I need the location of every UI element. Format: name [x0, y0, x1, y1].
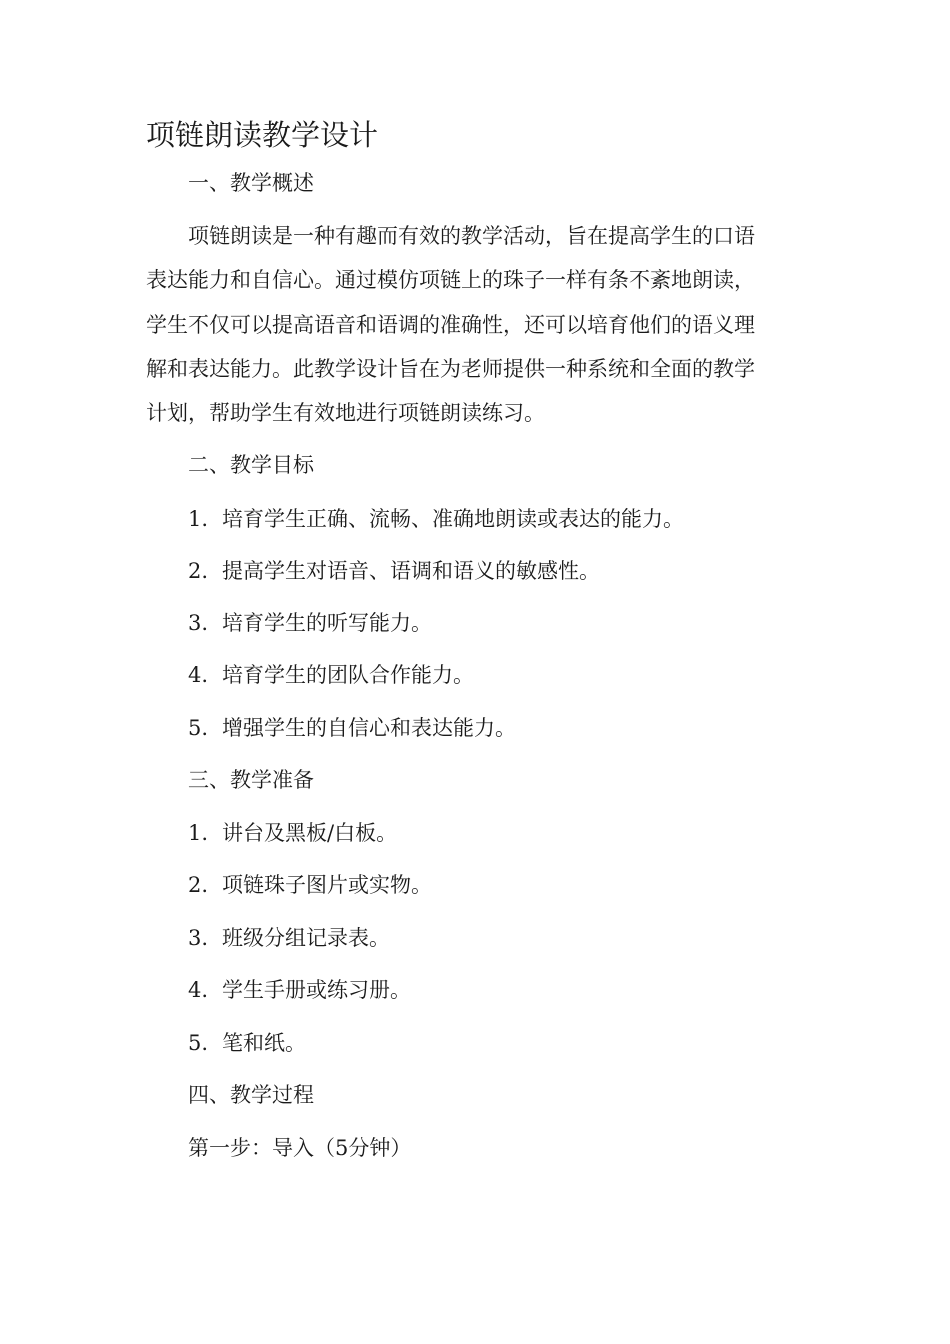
list-item — [188, 975, 411, 1005]
step-heading: 第一步：导入（5分钟） — [188, 1136, 412, 1160]
list-item-number: 2. — [188, 873, 209, 897]
list-item-text: 讲台及黑板/白板。 — [222, 821, 398, 845]
list-item-text: 培育学生的团队合作能力。 — [222, 663, 474, 687]
section-heading-objectives: 二、教学目标 — [188, 453, 314, 477]
list-item — [188, 923, 390, 953]
paragraph-line: 解和表达能力。此教学设计旨在为老师提供一种系统和全面的教学 — [146, 357, 755, 381]
list-item-number: 4. — [188, 978, 209, 1002]
list-item-text: 项链珠子图片或实物。 — [222, 873, 432, 897]
list-item-text: 笔和纸。 — [222, 1031, 306, 1055]
section-heading-overview: 一、教学概述 — [188, 171, 314, 195]
list-item — [188, 504, 684, 534]
list-item — [188, 870, 432, 900]
list-item-number: 5. — [188, 1031, 209, 1055]
list-item — [188, 818, 397, 848]
list-item-text: 增强学生的自信心和表达能力。 — [222, 716, 516, 740]
list-item-number: 3. — [188, 611, 209, 635]
list-item-text: 班级分组记录表。 — [222, 926, 390, 950]
paragraph-line: 计划，帮助学生有效地进行项链朗读练习。 — [146, 401, 545, 425]
list-item-text: 培育学生正确、流畅、准确地朗读或表达的能力。 — [222, 507, 684, 531]
list-item-text: 培育学生的听写能力。 — [222, 611, 432, 635]
section-heading-preparation: 三、教学准备 — [188, 768, 314, 792]
list-item-number: 2. — [188, 559, 209, 583]
list-item — [188, 660, 474, 690]
list-item-number: 1. — [188, 507, 209, 531]
paragraph-line: 表达能力和自信心。通过模仿项链上的珠子一样有条不紊地朗读， — [146, 268, 755, 292]
list-item-text: 提高学生对语音、语调和语义的敏感性。 — [222, 559, 600, 583]
list-item-number: 4. — [188, 663, 209, 687]
list-item — [188, 713, 516, 743]
list-item — [188, 608, 432, 638]
list-item — [188, 1028, 306, 1058]
list-item-number: 3. — [188, 926, 209, 950]
paragraph-line: 项链朗读是一种有趣而有效的教学活动，旨在提高学生的口语 — [188, 224, 755, 248]
section-heading-process: 四、教学过程 — [188, 1083, 314, 1107]
list-item-number: 5. — [188, 716, 209, 740]
document-title: 项链朗读教学设计 — [146, 118, 379, 152]
list-item — [188, 556, 600, 586]
paragraph-line: 学生不仅可以提高语音和语调的准确性，还可以培育他们的语义理 — [146, 313, 755, 337]
list-item-text: 学生手册或练习册。 — [222, 978, 411, 1002]
list-item-number: 1. — [188, 821, 209, 845]
